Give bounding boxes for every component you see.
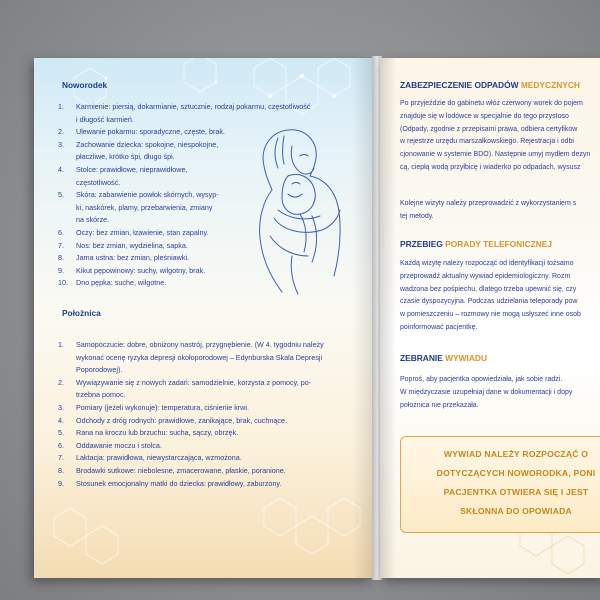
paragraph-line: Poproś, aby pacjentka opowiedziała, jak sobie radzi. xyxy=(400,376,563,383)
mother-section-title: Położnica xyxy=(62,308,101,318)
right-page xyxy=(380,58,600,578)
list-item-text: i długość karmień. xyxy=(76,114,134,124)
paragraph-line: Po przyjeździe do gabinetu włóż czerwony worek do pojem xyxy=(400,100,583,107)
list-item-text: Laktacja: prawidłowa, niewystarczająca, wzmożona. xyxy=(76,453,242,463)
list-item-number: 1. xyxy=(58,340,64,349)
list-item-text: częstotliwość. xyxy=(76,177,121,187)
callout-line: DOTYCZĄCYCH NOWORODKA, PONI xyxy=(436,468,596,478)
newborn-section-title: Noworodek xyxy=(62,80,108,90)
list-item xyxy=(58,452,344,465)
list-item xyxy=(58,478,344,491)
list-item-text: Jama ustna: bez zmian, pleśniawki. xyxy=(76,253,190,263)
paragraph-line: (Odpady, zgodnie z przepisami prawa, odbiera certyfikow xyxy=(400,125,578,133)
list-item-text: Nos: bez zmian, wydzielina, sapka. xyxy=(76,240,188,250)
list-item-number: 2. xyxy=(58,127,64,137)
list-item-text: Poporodowej). xyxy=(76,365,123,375)
list-item-number: 1. xyxy=(58,102,64,111)
list-item-number: 4. xyxy=(58,164,64,174)
list-item-text: na skórze. xyxy=(76,215,110,225)
list-item-text: Pomiary (jeżeli wykonuje): temperatura, ciśnienie krwi. xyxy=(76,402,249,412)
list-item-number: 5. xyxy=(58,190,64,200)
list-item-number: 4. xyxy=(58,415,64,425)
hexagon-pattern-bottom xyxy=(34,478,374,578)
list-item-number: 6. xyxy=(58,227,64,237)
list-item-text: płaczliwe, krótko śpi, długo śpi. xyxy=(76,152,175,162)
list-item-text: trzebna pomoc. xyxy=(76,390,126,400)
list-item-text: Skóra: zabarwienie powłok skórnych, wysyp- xyxy=(76,190,219,200)
paragraph-line: znajduje się w lodówce w specjalnie do tego przystoso xyxy=(400,112,569,120)
list-item-text: Dno pępka: suche, wilgotne. xyxy=(76,278,167,288)
list-item-number: 5. xyxy=(58,428,64,438)
phone-section-heading xyxy=(400,239,552,249)
interview-paragraph xyxy=(400,374,600,412)
list-item xyxy=(58,465,344,478)
paragraph-line: przeprowadź aktualny wywiad epidemiologiczny. Rozm xyxy=(400,272,571,280)
list-item xyxy=(58,427,344,440)
mother-holding-baby-icon xyxy=(248,126,358,301)
list-item-number: 7. xyxy=(58,453,64,463)
paragraph-line: w rejestrze urzędu marszałkowskiego. Rejestracja i odbi xyxy=(400,138,574,146)
callout-line: WYWIAD NALEŻY ROZPOCZĄĆ O xyxy=(443,449,589,459)
list-item-text: Oczy: bez zmian, łzawienie, stan zapalny. xyxy=(76,227,209,237)
callout-line: PACJENTKA OTWIERA SIĘ I JEST xyxy=(443,487,589,497)
list-item-text: ki, naskórek, plamy, przebarwienia, zmiany xyxy=(76,202,213,212)
waste-note xyxy=(400,198,600,224)
paragraph-line: cjonowanie w systemie BDO). Następnie umyj mydłem dezyn xyxy=(400,151,591,159)
list-item xyxy=(58,377,344,402)
list-item-number: 10. xyxy=(58,278,68,288)
interview-section-heading xyxy=(400,353,487,363)
list-item-text: Zachowanie dziecka: spokojne, niespokojne, xyxy=(76,139,219,149)
list-item-number: 9. xyxy=(58,478,64,488)
highlight-callout-box xyxy=(400,436,600,533)
paragraph-line: W międzyczasie uzupełniaj dane w dokumentacji i dopy xyxy=(400,388,573,396)
list-item-text: Oddawanie moczu i stolca. xyxy=(76,440,162,450)
phone-paragraph xyxy=(400,258,600,335)
list-item-text: Karmienie: piersią, dokarmianie, sztucznie, rodzaj pokarmu, częstotliwość xyxy=(76,102,311,111)
waste-paragraph xyxy=(400,98,600,175)
list-item-text: wykonać ocenę ryzyka depresji okołoporodowej – Edynburska Skala Depresji xyxy=(76,352,323,362)
interview-heading-main: ZEBRANIE xyxy=(400,353,446,363)
paragraph-line: Każdą wizytę należy rozpocząć od identyfikacji tożsamo xyxy=(400,260,574,267)
list-item-text: Wywiązywanie się z nowych zadań: samodzielnie, korzysta z pomocy, po- xyxy=(76,377,312,387)
list-item-number: 9. xyxy=(58,265,64,275)
list-item-number: 7. xyxy=(58,240,64,250)
paragraph-line: tej metody. xyxy=(400,212,434,220)
list-item xyxy=(58,415,344,428)
list-item-text: Kikut pępowinowy: suchy, wilgotny, brak. xyxy=(76,265,206,275)
mother-checklist xyxy=(58,339,344,490)
paragraph-line: cą, ciepłą wodą przyłbicę i wiaderko po odpadach, wysusz xyxy=(400,163,581,171)
list-item xyxy=(58,402,344,415)
list-item-number: 8. xyxy=(58,465,64,475)
paragraph-line: położnica nie przekazała. xyxy=(400,401,479,409)
list-item-text: Brodawki sutkowe: niebolesne, zmacerowane, płaskie, poranione. xyxy=(76,465,286,475)
list-item-text: Odchody z dróg rodnych: prawidłowe, zanikające, brak, cuchnące. xyxy=(76,415,287,425)
waste-heading-main: ZABEZPIECZENIE ODPADÓW xyxy=(400,80,521,90)
list-item-text: Stosunek emocjonalny matki do dziecka: prawidłowy, zaburzony. xyxy=(76,478,282,488)
list-item-number: 3. xyxy=(58,402,64,412)
list-item xyxy=(58,339,344,377)
left-page xyxy=(34,58,374,578)
list-item-text: Ulewanie pokarmu: sporadyczne, częste, brak. xyxy=(76,127,226,137)
list-item-text: Stolce: prawidłowe, nieprawidłowe, xyxy=(76,164,188,174)
list-item-text: Rana na kroczu lub brzuchu: sucha, sączy, obrzęk. xyxy=(76,428,239,438)
waste-section-heading xyxy=(400,80,580,90)
waste-heading-accent: MEDYCZNYCH xyxy=(520,80,580,90)
paragraph-line: czasie dyspozycyjna. Podczas udzielania teleporady pow xyxy=(400,298,578,306)
list-item-text: Samopoczucie: dobre, obniżony nastrój, przygnębienie. (W 4. tygodniu należy xyxy=(76,340,324,349)
list-item-number: 3. xyxy=(58,139,64,149)
callout-line: SKŁONNA DO OPOWIADA xyxy=(460,506,572,516)
list-item xyxy=(58,101,311,126)
interview-heading-accent: WYWIADU xyxy=(445,353,488,363)
list-item-number: 8. xyxy=(58,253,64,263)
paragraph-line: Kolejne wizyty należy przeprowadzić z wykorzystaniem s xyxy=(400,200,577,207)
paragraph-line: poinformować pacjentkę. xyxy=(400,323,478,331)
list-item-number: 2. xyxy=(58,377,64,387)
paragraph-line: wadzona bez pośpiechu, dlatego trzeba upewnić się, czy xyxy=(400,285,577,293)
phone-heading-accent: PORADY TELEFONICZNEJ xyxy=(445,239,553,249)
list-item xyxy=(58,440,344,453)
phone-heading-main: PRZEBIEG xyxy=(400,239,446,249)
paragraph-line: w pomieszczeniu – rozmowy nie mogą usłyszeć inne osob xyxy=(400,311,581,319)
list-item-number: 6. xyxy=(58,440,64,450)
